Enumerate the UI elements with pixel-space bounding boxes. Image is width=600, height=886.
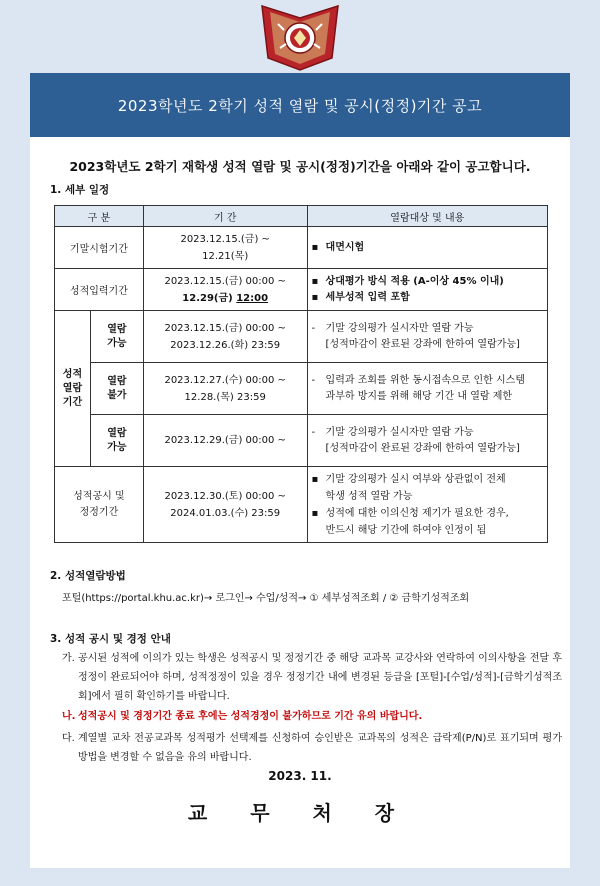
content-text: 반드시 해당 기간에 하여야 인정이 됨: [325, 524, 487, 536]
label-line: 정정기간: [79, 506, 119, 518]
bullet-icon: ▪: [311, 507, 319, 519]
notice-text: 공시된 성적에 이의가 있는 학생은 성적공시 및 정정기간 중 해당 교과목 교강사와 연락하여 이의사항을 전달 후 정정이 완료되어야 하며, 성적정정이 있을 경우 정정기간 내에 변경된 등급을 [포털]-[수업/성적]-[금학기성적조회]에서 필히 확인하기를 바랍니다.: [78, 653, 562, 702]
notice-text: 성적공시 및 경정기간 종료 후에는 성적경정이 불가하므로 기간 유의 바랍니다.: [78, 711, 423, 722]
table-row: [55, 415, 548, 467]
signature-office: 교 무 처 장: [187, 801, 413, 825]
content-text: 상대평가 방식 적용 (A-이상 45% 이내): [325, 275, 504, 287]
label-line: 성적: [62, 368, 83, 380]
period-line: [148, 290, 303, 307]
table-header-row: [55, 206, 548, 227]
document-body: [30, 137, 570, 868]
row-period: [143, 269, 307, 311]
announcement-date: 2023. 11.: [268, 769, 332, 783]
label-line: 성적공시 및: [73, 490, 125, 502]
content-text: 학생 성적 열람 가능: [325, 490, 413, 502]
period-line: 2023.12.27.(수) 00:00 ~: [164, 374, 286, 386]
table-row: [55, 269, 548, 311]
row-label-input: 성적입력기간: [55, 269, 144, 311]
row-content: [307, 363, 547, 415]
notice-label: 가.: [62, 653, 75, 664]
row-content: [307, 311, 547, 363]
content-text: 과부하 방지를 위해 해당 기간 내 열람 제한: [325, 390, 513, 402]
table-row: [55, 311, 548, 363]
notice-text: 계열별 교차 전공교과목 성적평가 선택제를 신청하여 승인받은 교과목의 성적은 급락제(P/N)로 표기되며 평가방법을 변경할 수 없음을 유의 바랍니다.: [78, 733, 562, 763]
row-period: [143, 415, 307, 467]
period-line: 2023.12.30.(토) 00:00 ~: [164, 490, 286, 502]
sub-label-line: 가능: [107, 441, 127, 453]
section-heading-schedule: 1. 세부 일정: [50, 184, 110, 196]
bullet-icon: ▪: [311, 473, 319, 485]
schedule-table: [54, 205, 548, 543]
period-time: 12:00: [236, 292, 269, 304]
row-label-correction: [55, 467, 144, 543]
bullet-icon: ▪: [311, 241, 319, 253]
row-content: [307, 415, 547, 467]
sub-label-line: 열람: [107, 323, 127, 335]
period-line: 2023.12.15.(금) ~: [180, 233, 270, 245]
row-label-exam: 기말시험기간: [55, 227, 144, 269]
sub-label-line: 열람: [107, 375, 127, 387]
notice-item-c: [62, 729, 562, 767]
sub-label: [90, 311, 143, 363]
content-text: 세부성적 입력 포함: [325, 291, 410, 303]
intro-text: 2023학년도 2학기 재학생 성적 열람 및 공시(정정)기간을 아래와 같이 공고합니다.: [69, 159, 531, 174]
table-row: [55, 467, 548, 543]
bullet-icon: ▪: [311, 291, 319, 303]
row-content: [307, 467, 547, 543]
table-row: [55, 227, 548, 269]
content-text: 대면시험: [325, 241, 365, 253]
dash-icon: -: [311, 426, 316, 438]
content-text: 기말 강의평가 실시자만 열람 가능: [325, 426, 474, 438]
row-period: [143, 227, 307, 269]
table-row: [55, 363, 548, 415]
label-line: 열람: [62, 382, 83, 394]
period-line: 12.28.(목) 23:59: [184, 391, 266, 403]
content-text: 기말 강의평가 실시자만 열람 가능: [325, 322, 474, 334]
period-date: 12.29(금): [182, 292, 237, 304]
sub-label-line: 불가: [107, 389, 127, 401]
sub-label-line: 가능: [107, 337, 127, 349]
period-line: 2023.12.29.(금) 00:00 ~: [164, 435, 286, 446]
sub-label: [90, 415, 143, 467]
row-period: [143, 311, 307, 363]
period-line: 2023.12.26.(화) 23:59: [170, 339, 281, 351]
header-period: 기 간: [143, 206, 307, 227]
content-text: [성적마감이 완료된 강좌에 한하여 열람가능]: [325, 338, 520, 350]
period-line: 12.21(목): [202, 250, 249, 262]
content-text: [성적마감이 완료된 강좌에 한하여 열람가능]: [325, 442, 520, 454]
sub-label: [90, 363, 143, 415]
section-heading-notice: 3. 성적 공시 및 경정 안내: [50, 633, 171, 645]
dash-icon: -: [311, 374, 316, 386]
notice-label: 나.: [62, 711, 76, 722]
row-label-view-period: [55, 311, 91, 467]
row-period: [143, 363, 307, 415]
view-method-text: 포털(https://portal.khu.ac.kr)→ 로그인→ 수업/성적→ ① 세부성적조회 / ② 금학기성적조회: [62, 593, 470, 604]
header-content: 열람대상 및 내용: [307, 206, 547, 227]
period-line: 2023.12.15.(금) 00:00 ~: [164, 322, 286, 334]
header-category: 구 분: [55, 206, 144, 227]
content-text: 기말 강의평가 실시 여부와 상관없이 전체: [325, 473, 506, 485]
notice-label: 다.: [62, 733, 75, 744]
section-heading-method: 2. 성적열람방법: [50, 570, 126, 582]
row-content: [307, 227, 547, 269]
sub-label-line: 열람: [107, 427, 127, 439]
label-line: 기간: [62, 396, 83, 408]
period-line: 2024.01.03.(수) 23:59: [170, 507, 281, 519]
notice-item-a: [62, 649, 562, 706]
announcement-title-banner: [30, 73, 570, 137]
period-line: 2023.12.15.(금) 00:00 ~: [164, 275, 286, 287]
bullet-icon: ▪: [311, 275, 319, 287]
notice-item-b-warning: [62, 707, 562, 726]
row-content: [307, 269, 547, 311]
content-text: 성적에 대한 이의신청 제기가 필요한 경우,: [325, 507, 509, 519]
university-emblem-logo: [258, 2, 342, 72]
announcement-title: 2023학년도 2학기 성적 열람 및 공시(정정)기간 공고: [117, 96, 483, 115]
row-period: [143, 467, 307, 543]
content-text: 입력과 조회를 위한 동시접속으로 인한 시스템: [325, 374, 525, 386]
dash-icon: -: [311, 322, 316, 334]
